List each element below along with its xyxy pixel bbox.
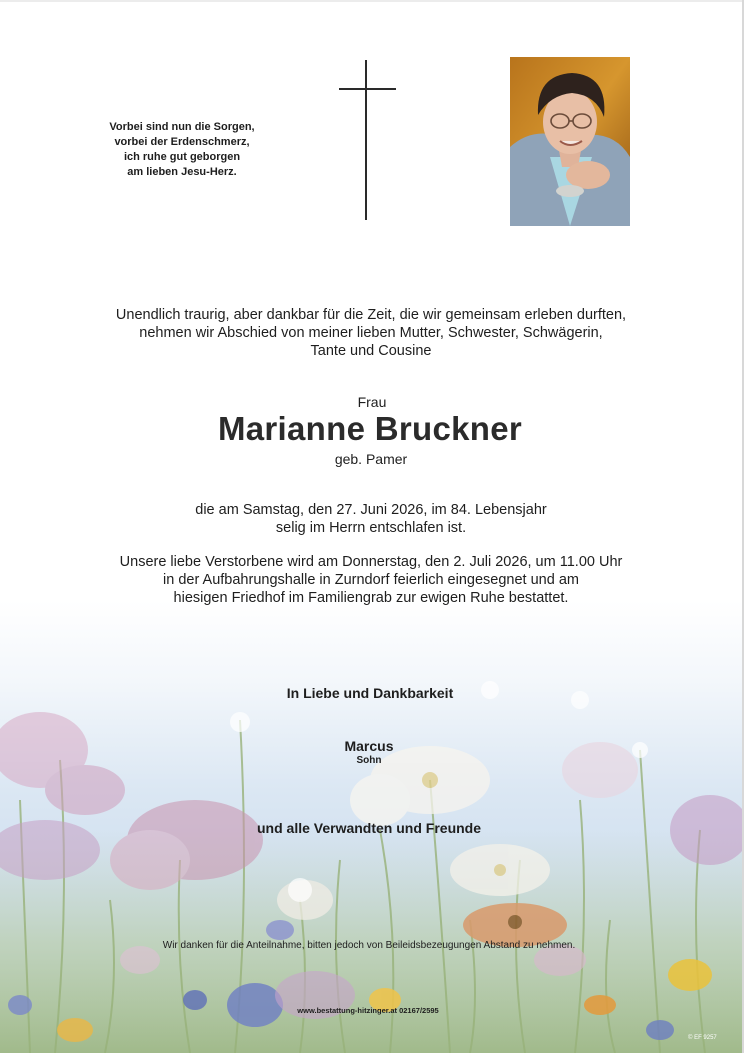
funeral-line: Unsere liebe Verstorbene wird am Donnerstag, den 2. Juli 2026, um 11.00 Uhr <box>119 554 623 570</box>
portrait-photo <box>510 57 630 226</box>
cross-vertical-beam <box>365 60 367 220</box>
cross-icon <box>335 60 399 222</box>
scan-edge-top <box>0 0 744 2</box>
funeral-details <box>60 553 682 607</box>
intro-line: Unendlich traurig, aber dankbar für die Zeit, die wir gemeinsam erleben durften, <box>115 307 627 323</box>
funeral-home-website: www.bestattung-hitzinger.at 02167/2595 <box>297 1006 439 1015</box>
poem-line: Vorbei sind nun die Sorgen, <box>109 121 255 133</box>
intro-text <box>60 306 682 360</box>
closing-phrase: In Liebe und Dankbarkeit <box>286 685 454 701</box>
thanks-note: Wir danken für die Anteilnahme, bitten jedoch von Beileidsbezeugungen Abstand zu nehmen. <box>162 940 576 951</box>
funeral-line: hiesigen Friedhof im Familiengrab zur ewigen Ruhe bestattet. <box>173 590 569 606</box>
relatives-line: und alle Verwandten und Freunde <box>256 820 482 836</box>
death-notice-line: selig im Herrn entschlafen ist. <box>275 520 467 536</box>
poem-line: ich ruhe gut geborgen <box>123 151 241 163</box>
deceased-name: Marianne Bruckner <box>217 410 523 447</box>
intro-line: nehmen wir Abschied von meiner lieben Mutter, Schwester, Schwägerin, <box>139 325 603 341</box>
funeral-line: in der Aufbahrungshalle in Zurndorf feierlich eingesegnet und am <box>163 572 579 588</box>
poem-line: am lieben Jesu-Herz. <box>127 166 237 178</box>
salutation: Frau <box>357 394 387 410</box>
mourner-role: Sohn <box>356 755 382 766</box>
poem <box>82 120 282 180</box>
death-notice-line: die am Samstag, den 27. Juni 2026, im 84. Lebensjahr <box>195 502 547 518</box>
cross-horizontal-beam <box>339 88 396 90</box>
template-code: © EF 9257 <box>688 1035 717 1041</box>
poem-line: vorbei der Erdenschmerz, <box>114 136 250 148</box>
death-notice <box>60 501 682 537</box>
mourner-name: Marcus <box>344 738 394 754</box>
birth-name: geb. Pamer <box>334 451 408 467</box>
intro-line: Tante und Cousine <box>310 343 432 359</box>
